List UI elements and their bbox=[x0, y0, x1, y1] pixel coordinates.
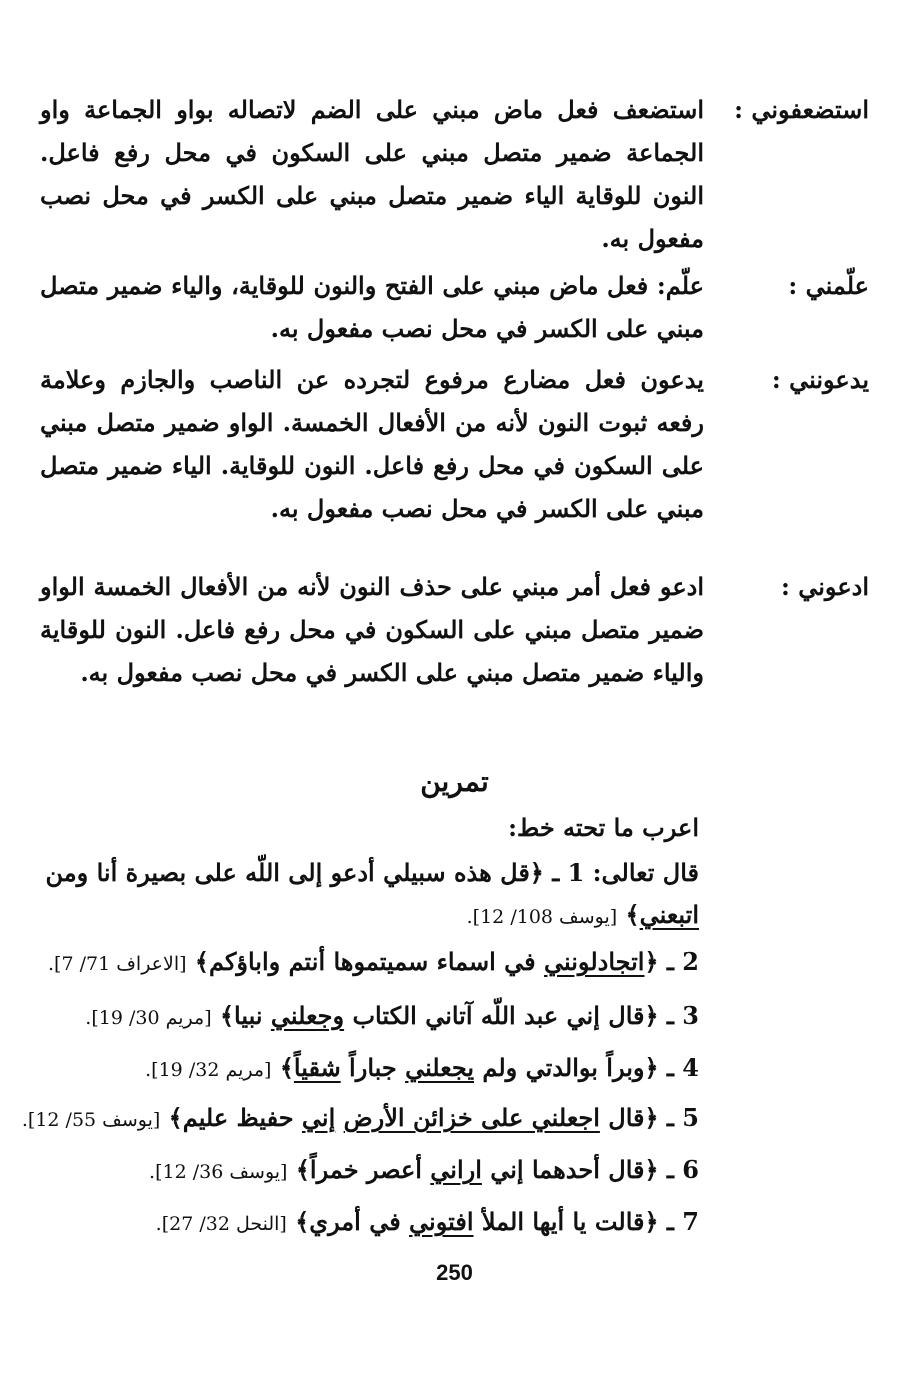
verse-text: ﴿وبراً بوالدتي ولم bbox=[474, 1053, 659, 1082]
exercise-item-6 bbox=[149, 1150, 699, 1192]
item-number: 7 ـ bbox=[666, 1207, 699, 1236]
item-number: 1 ـ bbox=[552, 858, 585, 887]
entry-term: يدعونني : bbox=[771, 365, 869, 394]
verse-text: ﴾ bbox=[295, 1207, 310, 1236]
entry-explanation: علّم: فعل ماض مبني على الفتح والنون للوقاية، والياء ضمير متصل مبني على الكسر في محل نصب مفعول به. bbox=[40, 271, 704, 343]
item-number: 2 ـ bbox=[666, 947, 699, 976]
underlined-word: شقياً bbox=[293, 1053, 341, 1082]
exercise-item-4 bbox=[145, 1048, 699, 1090]
verse-reference: [يوسف 108/ 12]. bbox=[466, 906, 618, 928]
underlined-word: اتجادلونني bbox=[544, 947, 645, 976]
underlined-word: إني bbox=[301, 1103, 336, 1132]
verse-text: ﴿قال إني عبد اللّه آتاني الكتاب bbox=[344, 1001, 659, 1030]
verse-text: ﴿قال أحدهما إني bbox=[481, 1155, 659, 1184]
item-number: 6 ـ bbox=[666, 1155, 699, 1184]
verse-text: نبيا bbox=[234, 1001, 271, 1030]
exercise-intro: قال تعالى: bbox=[592, 858, 699, 887]
entry-term: علّمني : bbox=[788, 271, 869, 300]
verse-reference: [النحل 32/ 27]. bbox=[155, 1213, 287, 1235]
page-number: 250 bbox=[436, 1260, 473, 1285]
verse-text: حفيظ عليم﴾ bbox=[168, 1103, 302, 1132]
underlined-word: افتوني bbox=[409, 1207, 474, 1236]
verse-reference: [يوسف 36/ 12]. bbox=[149, 1161, 288, 1183]
verse-text: ﴾ bbox=[194, 947, 209, 976]
exercise-item-5 bbox=[22, 1098, 699, 1140]
entry-explanation: ادعو فعل أمر مبني على حذف النون لأنه من الأفعال الخمسة الواو ضمير متصل مبني على السكون في محل رفع فاعل. النون للوقاية والياء ضمير متصل مبني على الكسر في محل نصب مفعول به. bbox=[40, 572, 704, 687]
verse-text: أعصر خمراً bbox=[309, 1155, 431, 1184]
exercise-instruction: اعرب ما تحته خط: bbox=[508, 813, 699, 842]
verse-text: ﴾ bbox=[625, 900, 640, 929]
item-number: 5 ـ bbox=[666, 1103, 699, 1132]
verse-text: ﴿ bbox=[644, 947, 659, 976]
exercise-heading: تمرين bbox=[420, 765, 489, 798]
verse-reference: [الاعراف 71/ 7]. bbox=[48, 953, 187, 975]
verse-text: ﴿قل هذه سبيلي أدعو إلى اللّه على بصيرة أنا ومن bbox=[45, 858, 544, 887]
verse-text bbox=[335, 1103, 343, 1132]
entry-explanation: استضعف فعل ماض مبني على الضم لاتصاله بواو الجماعة واو الجماعة ضمير متصل مبني على السكون في محل رفع فاعل. النون للوقاية الياء ضمير متصل مبني على الكسر في محل نصب مفعول به. bbox=[40, 95, 704, 253]
verse-text: ﴿قالت يا أيها الملأ bbox=[473, 1207, 659, 1236]
verse-text: في اسماء سميتموها أنتم واباؤكم bbox=[208, 947, 544, 976]
exercise-item-3 bbox=[85, 996, 699, 1038]
item-number: 4 ـ bbox=[666, 1053, 699, 1082]
verse-text: في أمري bbox=[309, 1207, 410, 1236]
verse-text: ﴾ bbox=[295, 1155, 310, 1184]
underlined-word: يجعلني bbox=[405, 1053, 475, 1082]
exercise-item-7 bbox=[156, 1202, 699, 1244]
entry-explanation: يدعون فعل مضارع مرفوع لتجرده عن الناصب والجازم وعلامة رفعه ثبوت النون لأنه من الأفعال الخمسة. الواو ضمير متصل مبني على السكون في محل رفع فاعل. النون للوقاية. الياء ضمير متصل مبني على الكسر في محل نصب مفعول به. bbox=[40, 365, 704, 523]
verse-reference: [يوسف 55/ 12]. bbox=[21, 1109, 161, 1131]
verse-text: ﴾ bbox=[279, 1053, 294, 1082]
verse-text: ﴿قال bbox=[599, 1103, 659, 1132]
entry-term: استضعفوني : bbox=[734, 95, 869, 124]
verse-reference: [مريم 30/ 19]. bbox=[85, 1007, 212, 1029]
verse-text: جباراً bbox=[340, 1053, 406, 1082]
entry-term: ادعوني : bbox=[781, 572, 869, 601]
exercise-item-1 bbox=[40, 852, 699, 938]
verse-text: ﴾ bbox=[219, 1001, 235, 1030]
underlined-word: وجعلني bbox=[270, 1001, 345, 1030]
verse-reference: [مريم 32/ 19]. bbox=[145, 1059, 272, 1081]
underlined-word: اتبعني bbox=[639, 900, 699, 929]
exercise-item-2 bbox=[48, 942, 699, 984]
underlined-word: اراني bbox=[430, 1155, 482, 1184]
item-number: 3 ـ bbox=[666, 1001, 699, 1030]
underlined-word: اجعلني على خزائن الأرض bbox=[343, 1103, 600, 1132]
